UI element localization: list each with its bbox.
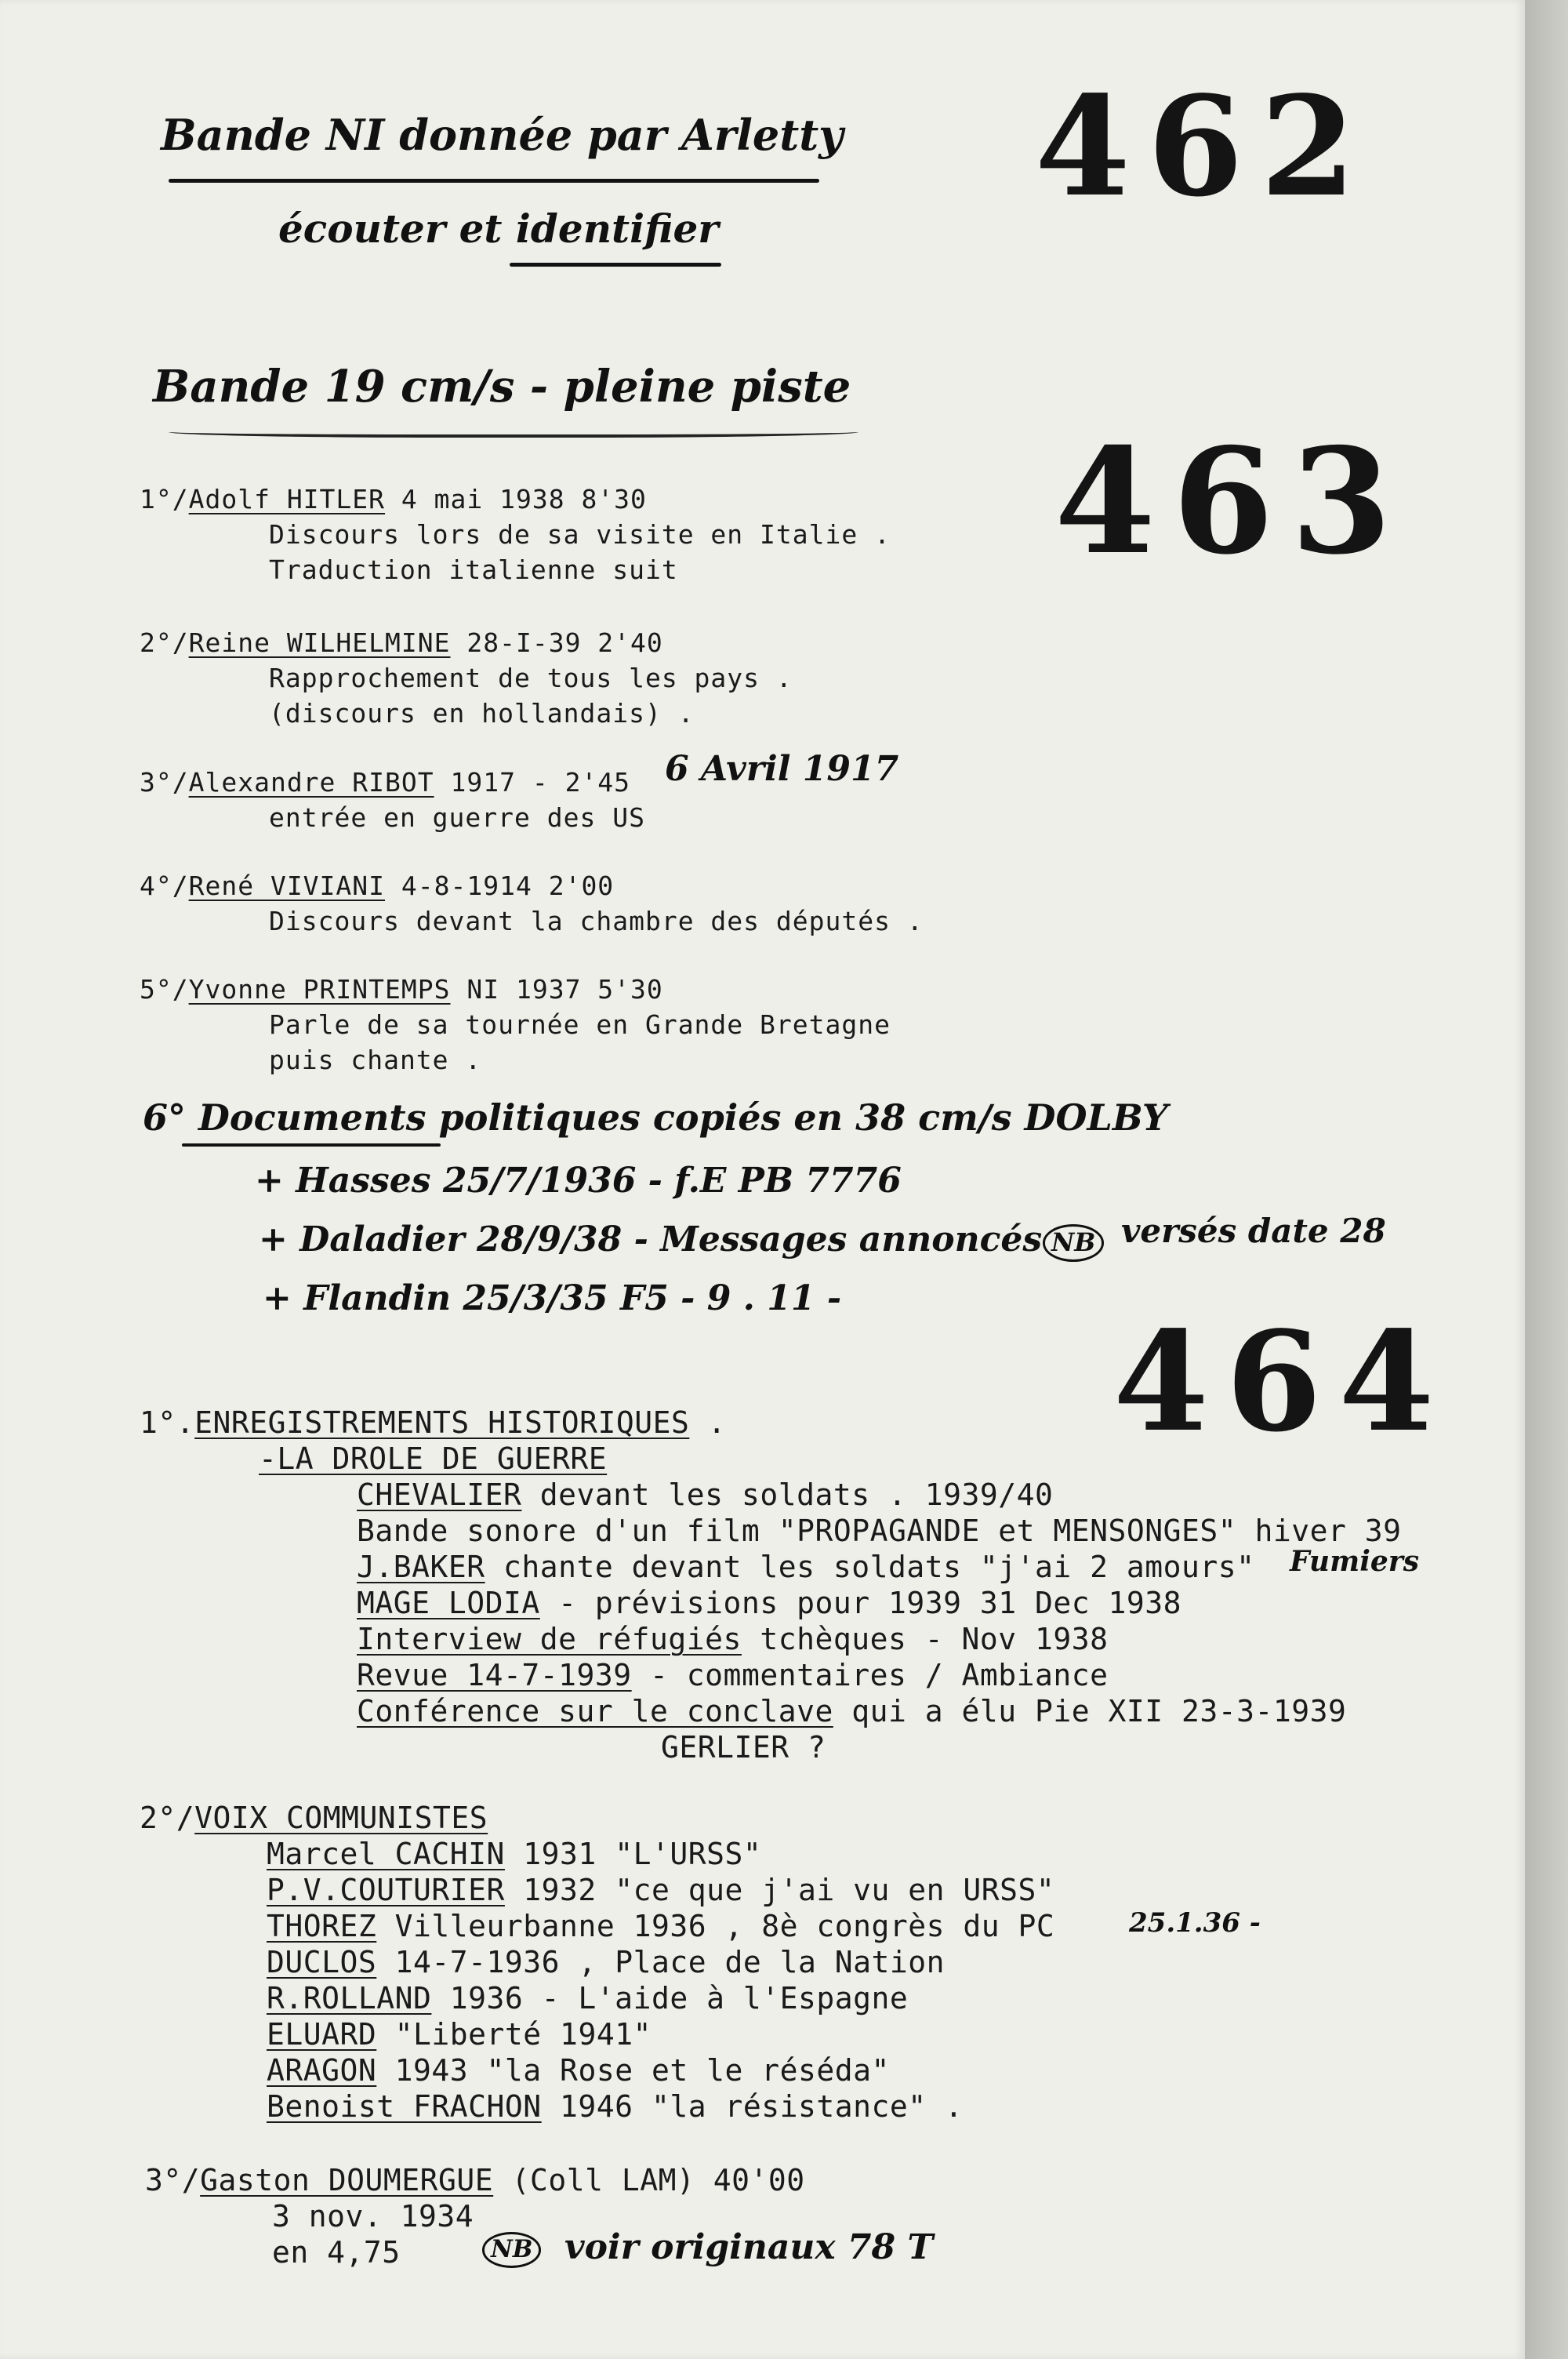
item-text: tchèques - Nov 1938	[741, 1622, 1109, 1656]
note-line2: écouter et identifier	[278, 205, 719, 252]
section1-heading	[140, 1405, 726, 1440]
section3-nb	[482, 2229, 541, 2268]
page-edge-shadow	[1525, 0, 1568, 2359]
section3-handwritten-note: voir originaux 78 T	[564, 2227, 934, 2267]
item-handwritten-note: Fumiers	[1290, 1545, 1420, 1578]
note-band: Bande 19 cm/s - pleine piste	[153, 361, 851, 413]
handwritten-item6-title: 6° Documents politiques copiés en 38 cm/s DOLBY	[143, 1096, 1168, 1139]
item-text: qui a élu Pie XII 23-3-1939	[833, 1694, 1347, 1728]
section2-item	[267, 2089, 963, 2124]
entry-4	[140, 871, 614, 901]
item-name: Revue 14-7-1939	[357, 1658, 632, 1692]
handwritten-nb	[1043, 1222, 1104, 1262]
section2-item	[267, 1981, 908, 2016]
entry-meta: 4-8-1914 2'00	[385, 871, 615, 901]
entry-name: Yvonne PRINTEMPS	[188, 974, 451, 1005]
note-line2-underline	[510, 263, 721, 267]
handwritten-line-hasses: + Hasses 25/7/1936 - f.E PB 7776	[255, 1161, 902, 1201]
section3-name: Gaston DOUMERGUE	[200, 2163, 494, 2197]
section3-heading	[145, 2163, 805, 2197]
entry-name: René VIVIANI	[188, 871, 386, 901]
entry-meta: 28-I-39 2'40	[450, 627, 663, 658]
section1-title-end: .	[689, 1405, 727, 1440]
handwritten-line-flandin: + Flandin 25/3/35 F5 - 9 . 11 -	[263, 1278, 842, 1318]
section1-subtitle: -LA DROLE DE GUERRE	[259, 1441, 608, 1476]
section1-item	[357, 1622, 1109, 1656]
item-name: CHEVALIER	[357, 1478, 522, 1512]
note-band-underline	[169, 423, 858, 438]
stamp-463: 463	[1054, 416, 1410, 587]
section1-item	[357, 1550, 1255, 1584]
section3-line: 3 nov. 1934	[272, 2199, 474, 2234]
item-name: ELUARD	[267, 2017, 377, 2052]
entry-3-line: entrée en guerre des US	[269, 802, 645, 833]
note-line1-underline	[169, 179, 819, 183]
entry-1-line: Traduction italienne suit	[269, 554, 678, 585]
nb-circle: NB	[1043, 1224, 1104, 1262]
item-text: chante devant les soldats "j'ai 2 amours"	[485, 1550, 1255, 1584]
item-text: devant les soldats . 1939/40	[521, 1478, 1054, 1512]
entry-5	[140, 974, 663, 1005]
item-name: THOREZ	[267, 1909, 377, 1943]
entry-2-line: (discours en hollandais) .	[269, 698, 695, 729]
item-text: 1931 "L'URSS"	[504, 1837, 762, 1871]
section2-heading	[140, 1801, 488, 1835]
item-name: P.V.COUTURIER	[267, 1873, 505, 1907]
section1-number: 1°.	[140, 1405, 195, 1440]
item-text: Bande sonore d'un film "PROPAGANDE et MENSONGES" hiver 39	[357, 1514, 1402, 1548]
section2-item	[267, 1837, 761, 1871]
item-text: 1932 "ce que j'ai vu en URSS"	[504, 1873, 1055, 1907]
item-text: "Liberté 1941"	[376, 2017, 652, 2052]
item-text: 14-7-1936 , Place de la Nation	[376, 1945, 945, 1979]
section1-item	[357, 1478, 1053, 1512]
handwritten-daladier-tail: versés date 28	[1121, 1212, 1386, 1250]
item-name: Marcel CACHIN	[267, 1837, 505, 1871]
entry-5-line: Parle de sa tournée en Grande Bretagne	[269, 1009, 891, 1040]
item-text: - prévisions pour 1939 31 Dec 1938	[539, 1586, 1182, 1620]
section3-meta: (Coll LAM) 40'00	[493, 2163, 805, 2197]
item-name: Conférence sur le conclave	[357, 1694, 833, 1728]
entry-3	[140, 767, 630, 798]
note-line1: Bande NI donnée par Arletty	[161, 110, 844, 160]
entry-number: 4°/	[140, 871, 189, 901]
item-text: 1943 "la Rose et le réséda"	[376, 2053, 890, 2088]
item-name: J.BAKER	[357, 1550, 485, 1584]
entry-1-line: Discours lors de sa visite en Italie .	[269, 519, 891, 550]
item-text: 1946 "la résistance" .	[541, 2089, 964, 2124]
entry-name: Adolf HITLER	[188, 484, 386, 514]
entry-3-annotation: 6 Avril 1917	[665, 749, 899, 789]
entry-1	[140, 484, 647, 514]
gerlier-note: GERLIER ?	[661, 1730, 826, 1765]
stamp-464: 464	[1113, 1302, 1452, 1463]
item-name: Interview de réfugiés	[357, 1622, 742, 1656]
section1-title: ENREGISTREMENTS HISTORIQUES	[194, 1405, 690, 1440]
entry-meta: 4 mai 1938 8'30	[385, 484, 647, 514]
section2-item	[267, 1909, 1054, 1943]
item-name: DUCLOS	[267, 1945, 377, 1979]
section1-item	[357, 1586, 1181, 1620]
stamp-462: 462	[1035, 67, 1374, 227]
section1-item	[357, 1514, 1402, 1548]
section2-item	[267, 1873, 1054, 1907]
item-name: R.ROLLAND	[267, 1981, 432, 2016]
item-name: ARAGON	[267, 2053, 377, 2088]
section2-item	[267, 2053, 890, 2088]
section3-number: 3°/	[145, 2163, 201, 2197]
handwritten-line-daladier: + Daladier 28/9/38 - Messages annoncés	[259, 1219, 1043, 1259]
entry-meta: NI 1937 5'30	[450, 974, 663, 1005]
entry-number: 1°/	[140, 484, 189, 514]
entry-name: Alexandre RIBOT	[188, 767, 434, 798]
entry-2-line: Rapprochement de tous les pays .	[269, 663, 793, 693]
section1-item	[357, 1694, 1346, 1728]
entry-5-line: puis chante .	[269, 1045, 482, 1075]
section1-item	[357, 1658, 1109, 1692]
entry-number: 5°/	[140, 974, 189, 1005]
entry-number: 2°/	[140, 627, 189, 658]
section2-title: VOIX COMMUNISTES	[194, 1801, 488, 1835]
entry-number: 3°/	[140, 767, 189, 798]
item-handwritten-date: 25.1.36 -	[1129, 1907, 1261, 1939]
item-text: Villeurbanne 1936 , 8è congrès du PC	[376, 1909, 1055, 1943]
item-name: Benoist FRACHON	[267, 2089, 542, 2124]
entry-2	[140, 627, 663, 658]
item-name: MAGE LODIA	[357, 1586, 540, 1620]
item-text: - commentaires / Ambiance	[631, 1658, 1109, 1692]
entry-meta: 1917 - 2'45	[434, 767, 631, 798]
handwritten-item6-underline	[182, 1143, 441, 1147]
section2-item	[267, 2017, 652, 2052]
entry-4-line: Discours devant la chambre des députés .	[269, 906, 924, 936]
section2-number: 2°/	[140, 1801, 195, 1835]
nb-circle: NB	[482, 2232, 541, 2268]
section3-line: en 4,75	[272, 2235, 401, 2270]
entry-name: Reine WILHELMINE	[188, 627, 451, 658]
section2-item	[267, 1945, 945, 1979]
item-text: 1936 - L'aide à l'Espagne	[431, 1981, 909, 2016]
